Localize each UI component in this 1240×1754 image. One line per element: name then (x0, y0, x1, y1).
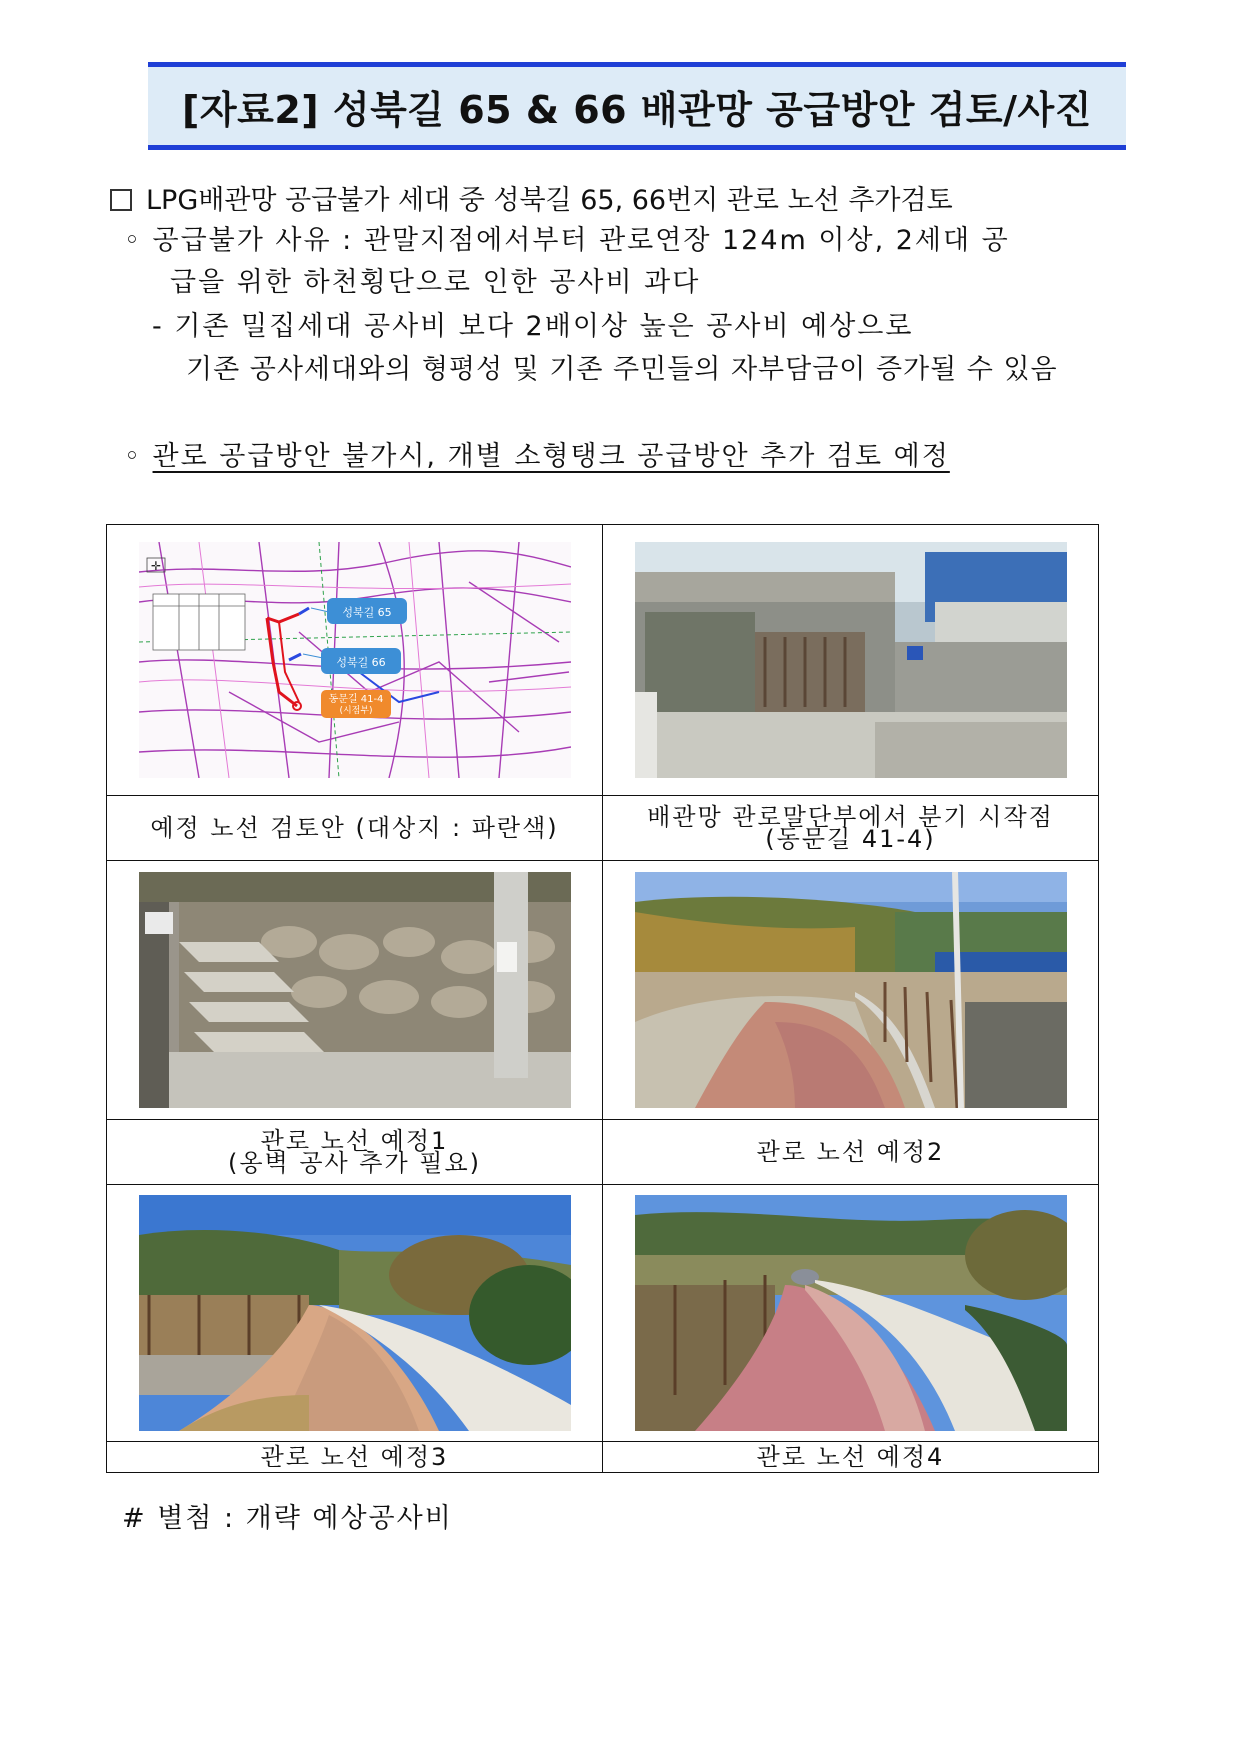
photo-cell-route-1 (107, 861, 603, 1120)
route-3-photo (139, 1195, 571, 1431)
map-label-66: 성북길 66 (335, 656, 386, 669)
bullet-2-text: 관로 공급방안 불가시, 개별 소형탱크 공급방안 추가 검토 예정 (152, 441, 950, 472)
dash-line-2: 기존 공사세대와의 형평성 및 기존 주민들의 자부담금이 증가될 수 있음 (186, 354, 1058, 385)
photo-cell-route-3 (107, 1185, 603, 1442)
bullet-1-line-2: 급을 위한 하천횡단으로 인한 공사비 과다 (170, 267, 701, 298)
photo-cell-map (107, 525, 603, 796)
caption-route-1 (107, 1127, 602, 1177)
caption-route-1-line-2: (옹벽 공사 추가 필요) (227, 1149, 482, 1177)
caption-cell-6 (603, 1442, 1099, 1473)
attachment-note: # 별첨 : 개략 예상공사비 (122, 1503, 453, 1534)
caption-cell-1 (107, 796, 603, 861)
route-1-photo (139, 872, 571, 1108)
checkbox-icon (110, 189, 132, 211)
bullet-1-line-1: ◦ 공급불가 사유 : 관말지점에서부터 관로연장 124m 이상, 2세대 공 (124, 225, 1010, 256)
dash-line-1: - 기존 밀집세대 공사비 보다 2배이상 높은 공사비 예상으로 (152, 311, 914, 342)
caption-branch-start-line-1: 배관망 관로말단부에서 분기 시작점 (647, 803, 1054, 831)
branch-start-photo (635, 542, 1067, 778)
caption-branch-start (603, 803, 1098, 853)
page-title: [자료2] 성북길 65 & 66 배관망 공급방안 검토/사진 (182, 87, 1092, 132)
section-heading (110, 178, 953, 217)
caption-cell-2 (603, 796, 1099, 861)
photo-cell-route-4 (603, 1185, 1099, 1442)
caption-route-1-line-1: 관로 노선 예정1 (260, 1127, 449, 1155)
map-label-start-sub: (시점부) (338, 706, 373, 716)
bullet-2-marker: ◦ (124, 441, 142, 472)
svg-text:✛: ✛ (150, 559, 161, 573)
route-2-photo (635, 872, 1067, 1108)
caption-cell-3 (107, 1120, 603, 1185)
caption-cell-4 (603, 1120, 1099, 1185)
caption-branch-start-line-2: (동문길 41-4) (765, 825, 936, 853)
caption-route-4: 관로 노선 예정4 (756, 1443, 945, 1471)
photo-cell-route-2 (603, 861, 1099, 1120)
map-label-65: 성북길 65 (341, 606, 392, 619)
bullet-2 (124, 434, 950, 473)
section-heading-text: LPG배관망 공급불가 세대 중 성북길 65, 66번지 관로 노선 추가검토 (146, 185, 953, 216)
caption-route-review: 예정 노선 검토안 (대상지 : 파란색) (150, 814, 559, 842)
route-4-photo (635, 1195, 1067, 1431)
photo-table (106, 524, 1099, 1473)
photo-cell-branch-start (603, 525, 1099, 796)
route-map-image (139, 542, 571, 778)
caption-route-3: 관로 노선 예정3 (260, 1443, 449, 1471)
caption-cell-5 (107, 1442, 603, 1473)
map-label-start: 동문길 41-4 (328, 694, 383, 705)
caption-route-2: 관로 노선 예정2 (756, 1138, 945, 1166)
title-banner (148, 62, 1126, 150)
